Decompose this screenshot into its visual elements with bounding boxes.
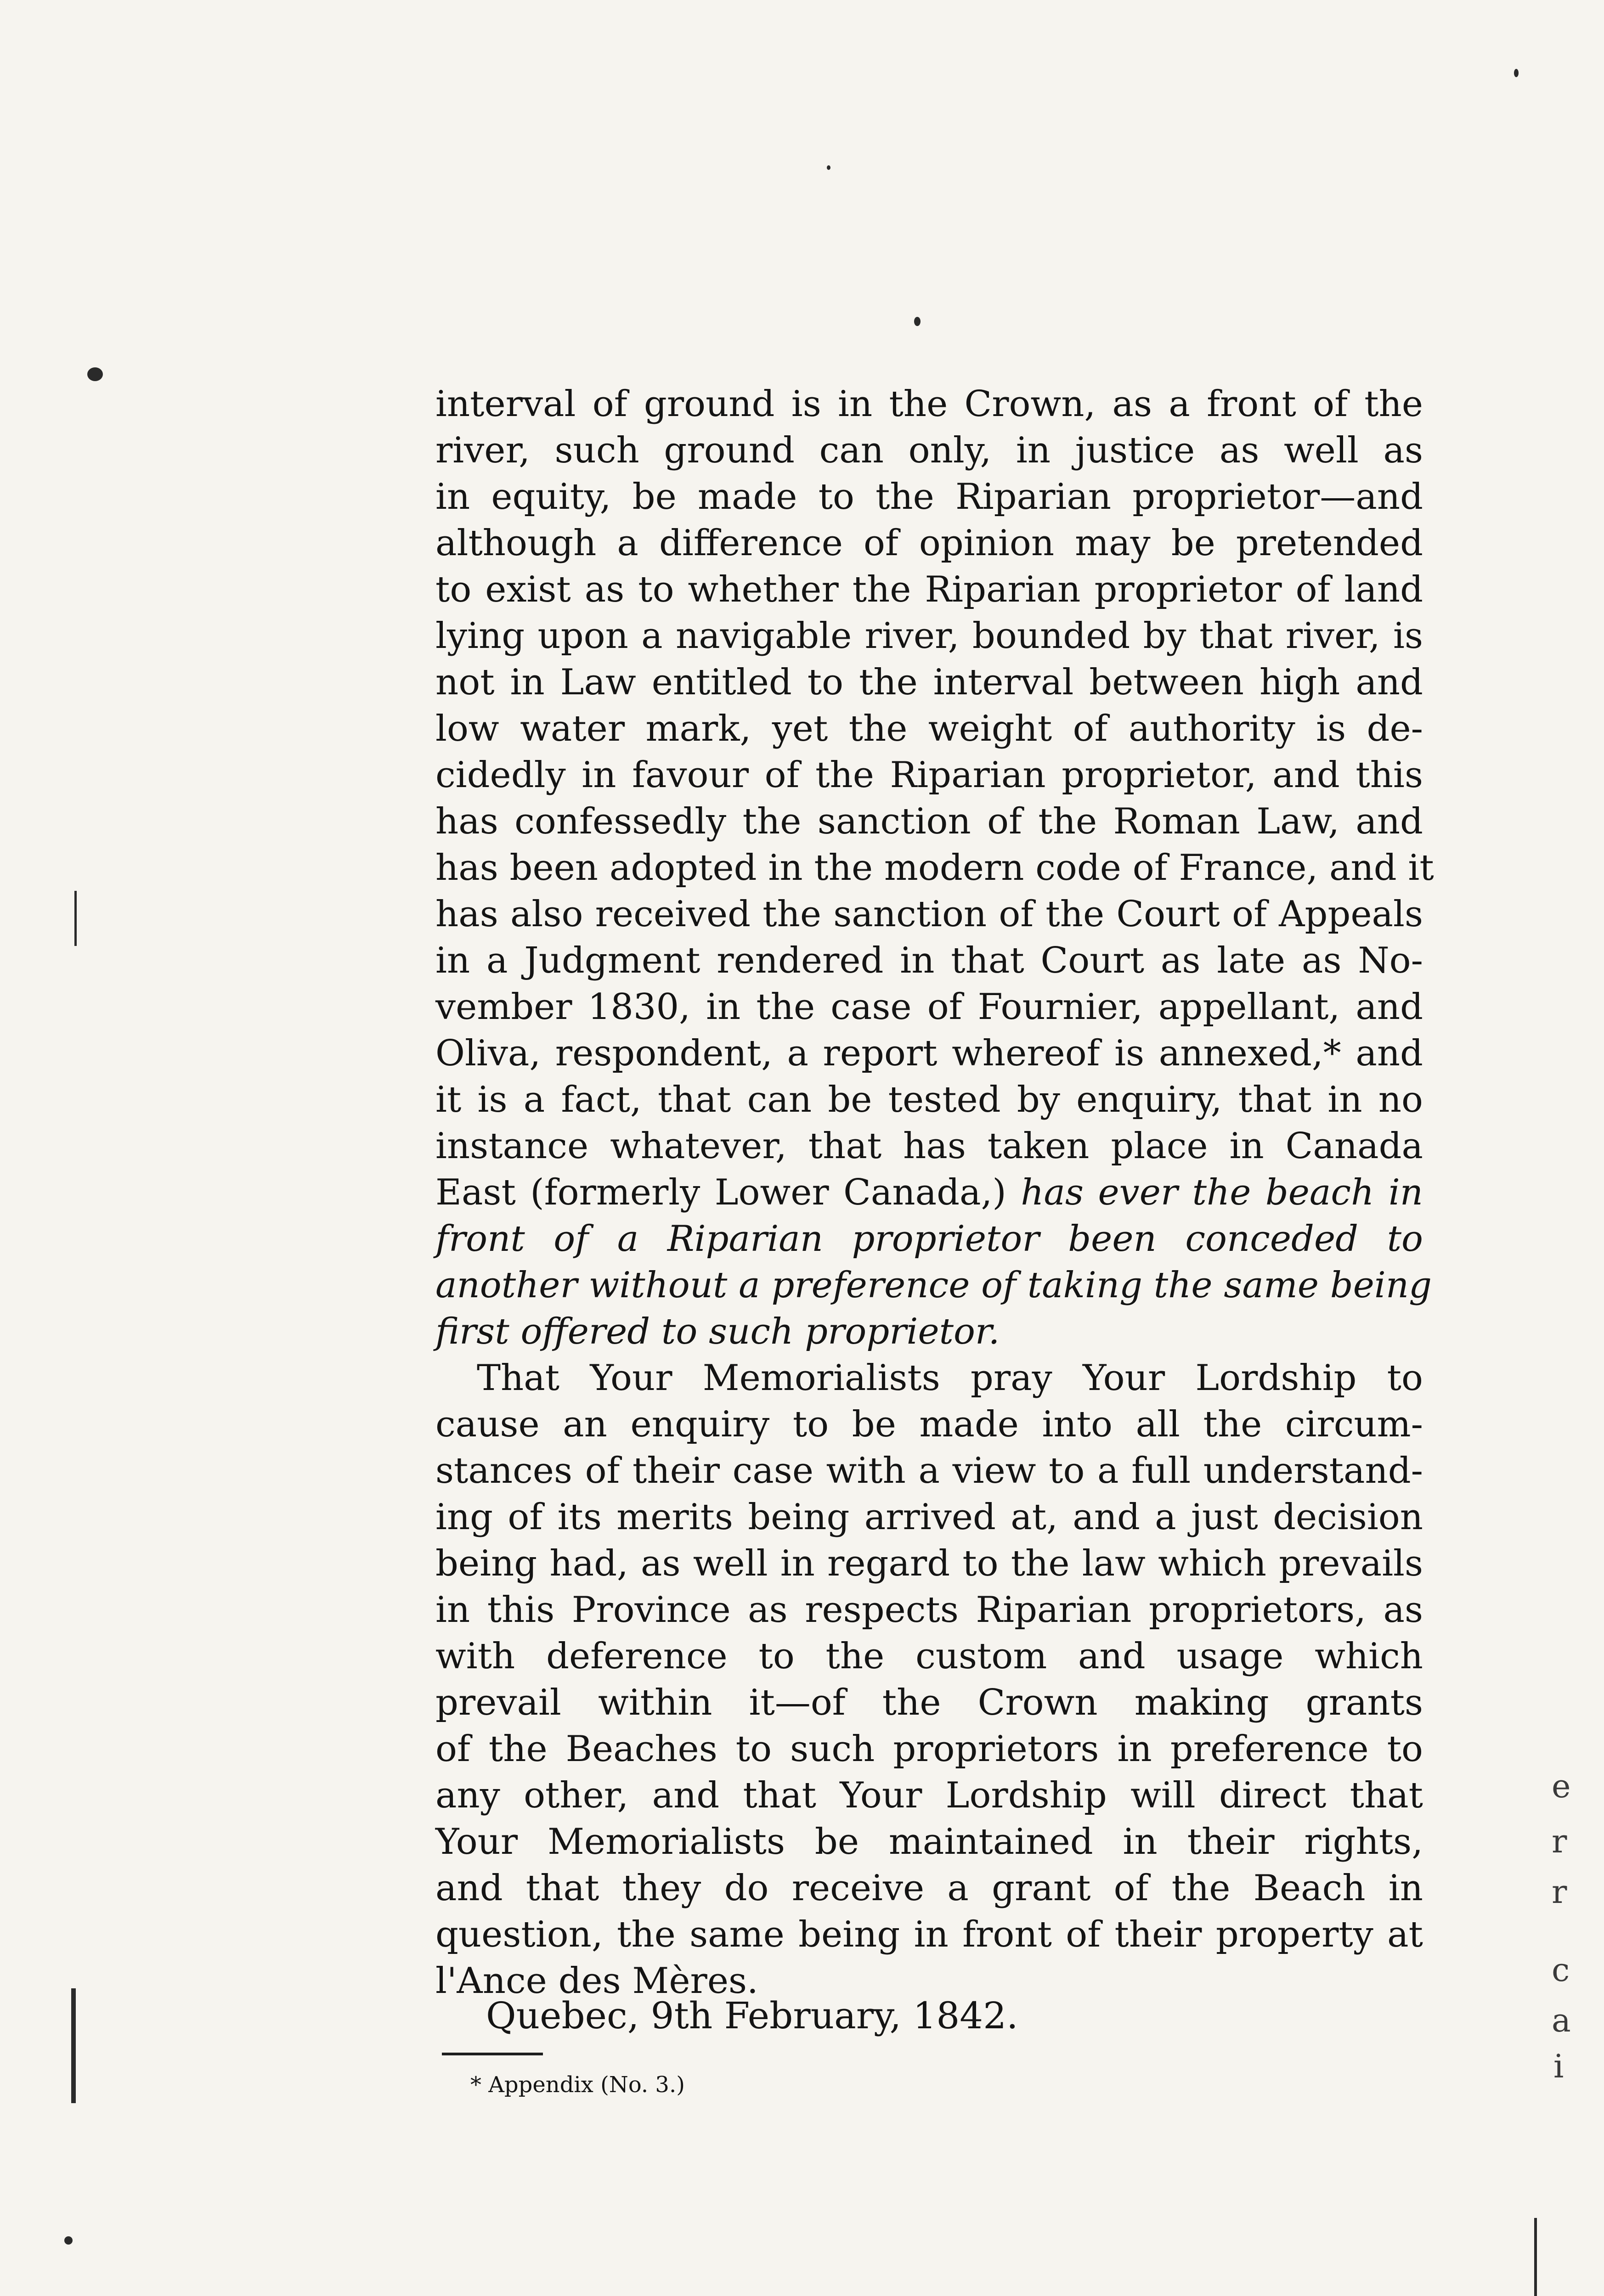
scan-speck: [914, 317, 921, 326]
footnote-rule: [442, 2053, 543, 2055]
text-line: river, such ground can only, in justice as well as: [435, 430, 1423, 471]
text-line: Oliva, respondent, a report whereof is annexed,* and: [435, 1033, 1423, 1074]
text-line: instance whatever, that has taken place in Canada: [435, 1125, 1423, 1167]
text-line: lying upon a navigable river, bounded by that river, is: [435, 615, 1423, 657]
text-line: interval of ground is in the Crown, as a front of the: [435, 383, 1423, 425]
text-line: has also received the sanction of the Court of Appeals: [435, 894, 1423, 935]
text-line: being had, as well in regard to the law which prevails: [435, 1543, 1423, 1584]
text-line: low water mark, yet the weight of authority is de-: [435, 708, 1423, 749]
text-line: of the Beaches to such proprietors in preference to: [435, 1728, 1423, 1770]
scan-mark: [71, 1988, 76, 2103]
text-line: has confessedly the sanction of the Roman Law, and: [435, 801, 1423, 842]
footnote: * Appendix (No. 3.): [470, 2072, 685, 2098]
scan-speck: [64, 2236, 73, 2245]
text-line: cidedly in favour of the Riparian proprietor, and this: [435, 754, 1423, 796]
margin-fragment: r: [1552, 1873, 1567, 1911]
dateline: Quebec, 9th February, 1842.: [486, 1994, 1018, 2037]
text-line: l'Ance des Mères.: [435, 1960, 758, 2002]
text-line: ing of its merits being arrived at, and a just decision: [435, 1497, 1423, 1538]
margin-fragment: r: [1552, 1823, 1567, 1860]
text-line: has been adopted in the modern code of France, and it: [435, 847, 1434, 889]
text-line: prevail within it—of the Crown making grants: [435, 1682, 1423, 1723]
text-line: although a difference of opinion may be pretended: [435, 523, 1423, 564]
body-text: [435, 381, 1434, 2004]
scan-mark: [74, 891, 77, 946]
text-line: not in Law entitled to the interval between high and: [435, 662, 1423, 703]
text-line: with deference to the custom and usage which: [435, 1636, 1423, 1677]
margin-fragment: c: [1552, 1951, 1570, 1989]
text-line: in a Judgment rendered in that Court as late as No-: [435, 940, 1423, 981]
italic-line: another without a preference of taking the same being: [435, 1265, 1432, 1306]
scan-speck: [827, 165, 830, 170]
italic-line: first offered to such proprietor.: [435, 1311, 1000, 1352]
text-line: any other, and that Your Lordship will direct that: [435, 1775, 1423, 1816]
text-line: vember 1830, in the case of Fournier, appellant, and: [435, 986, 1423, 1028]
text-line: in equity, be made to the Riparian proprietor—and: [435, 476, 1423, 518]
scan-speck: [87, 367, 103, 381]
text-line: in this Province as respects Riparian proprietors, as: [435, 1589, 1423, 1631]
text-line: to exist as to whether the Riparian proprietor of land: [435, 569, 1423, 610]
text-line: and that they do receive a grant of the Beach in: [435, 1868, 1423, 1909]
text-line-mixed: [435, 1170, 1423, 1216]
scan-speck: [1514, 69, 1519, 77]
italic-line: front of a Riparian proprietor been conceded to: [435, 1218, 1423, 1260]
margin-fragment: e: [1552, 1767, 1571, 1805]
text-line: it is a fact, that can be tested by enquiry, that in no: [435, 1079, 1423, 1120]
italic-segment: has ever the beach in: [1021, 1172, 1423, 1213]
text-line: Your Memorialists be maintained in their rights,: [435, 1821, 1423, 1863]
margin-fragment: a: [1552, 2002, 1571, 2039]
margin-fragment: i: [1553, 2048, 1564, 2085]
paragraph-start-line: That Your Memorialists pray Your Lordship to: [477, 1357, 1423, 1399]
scan-mark: [1534, 2218, 1537, 2296]
text-line: question, the same being in front of their property at: [435, 1914, 1423, 1955]
text-line: stances of their case with a view to a full understand-: [435, 1450, 1423, 1491]
text-segment: East (formerly Lower Canada,): [435, 1172, 1006, 1213]
text-line: cause an enquiry to be made into all the circum-: [435, 1404, 1423, 1445]
